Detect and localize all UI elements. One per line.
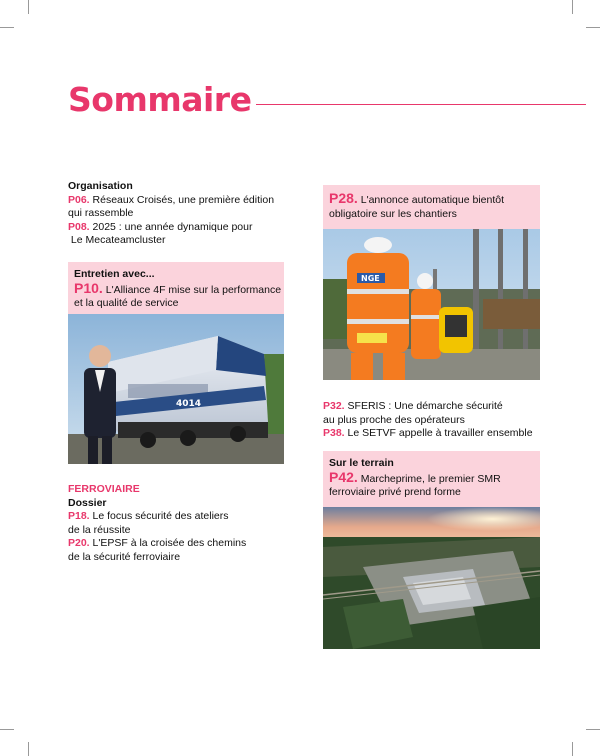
ferroviaire-section — [68, 483, 298, 564]
organisation-section — [68, 180, 298, 248]
page-number: P32. — [323, 400, 345, 412]
locomotive-number: 4014 — [176, 399, 202, 409]
crop-mark — [572, 0, 573, 14]
entretien-heading: Entretien avec... — [74, 268, 155, 280]
entry-text: obligatoire sur les chantiers — [329, 207, 457, 220]
entry-text: L'Alliance 4F mise sur la performance — [102, 283, 282, 296]
page-number: P42. — [329, 468, 358, 485]
entry-text: ferroviaire privé prend forme — [329, 486, 461, 498]
p28-box[interactable] — [323, 185, 540, 229]
entry-text: Marcheprime, le premier SMR — [357, 472, 501, 485]
page-number: P18. — [68, 510, 90, 522]
entry-text: SFERIS : Une démarche sécurité — [344, 400, 503, 412]
entry-text: Réseaux Croisés, une première édition — [89, 193, 275, 206]
toc-entry-p38[interactable] — [323, 427, 553, 441]
middle-section — [323, 400, 553, 441]
organisation-heading: Organisation — [68, 180, 133, 192]
page-number: P38. — [323, 427, 345, 439]
page-number: P10. — [74, 279, 103, 296]
entry-text: Le focus sécurité des ateliers — [89, 510, 229, 522]
entry-text: de la sécurité ferroviaire — [68, 550, 181, 563]
entry-text: L'annonce automatique bientôt — [357, 194, 505, 206]
entretien-box[interactable] — [68, 262, 284, 314]
entry-text: de la réussite — [68, 523, 131, 536]
crop-mark — [0, 27, 14, 28]
title-rule — [256, 104, 586, 105]
toc-entry-p08[interactable] — [68, 221, 298, 248]
section-label: FERROVIAIRE — [68, 483, 140, 495]
entry-text: au plus proche des opérateurs — [323, 413, 465, 426]
crop-mark — [28, 742, 29, 756]
crop-mark — [0, 729, 14, 730]
page-number: P28. — [329, 190, 358, 206]
entry-text: Le SETVF appelle à travailler ensemble — [344, 427, 533, 439]
terrain-heading: Sur le terrain — [329, 457, 394, 469]
page-number: P06. — [68, 193, 90, 206]
workers-photo — [323, 229, 540, 380]
vest-logo: NGE — [361, 274, 380, 283]
crop-mark — [586, 729, 600, 730]
toc-entry-p20[interactable] — [68, 537, 298, 564]
toc-entry-p18[interactable] — [68, 510, 298, 537]
crop-mark — [28, 0, 29, 14]
dossier-heading: Dossier — [68, 496, 107, 509]
terrain-box[interactable] — [323, 451, 540, 507]
entry-text: qui rassemble — [68, 207, 134, 219]
aerial-site-photo — [323, 507, 540, 649]
entry-text: Le Mecateamcluster — [68, 234, 166, 246]
toc-entry-p06[interactable] — [68, 194, 298, 221]
entry-text: et la qualité de service — [74, 297, 179, 309]
toc-entry-p32[interactable] — [323, 400, 553, 427]
crop-mark — [572, 742, 573, 756]
entry-text: L'EPSF à la croisée des chemins — [89, 537, 247, 549]
page-number: P20. — [68, 537, 90, 549]
page-title: Sommaire — [68, 80, 252, 119]
locomotive-photo — [68, 314, 284, 464]
crop-mark — [586, 27, 600, 28]
entry-text: 2025 : une année dynamique pour — [89, 220, 253, 233]
page-number: P08. — [68, 220, 90, 233]
